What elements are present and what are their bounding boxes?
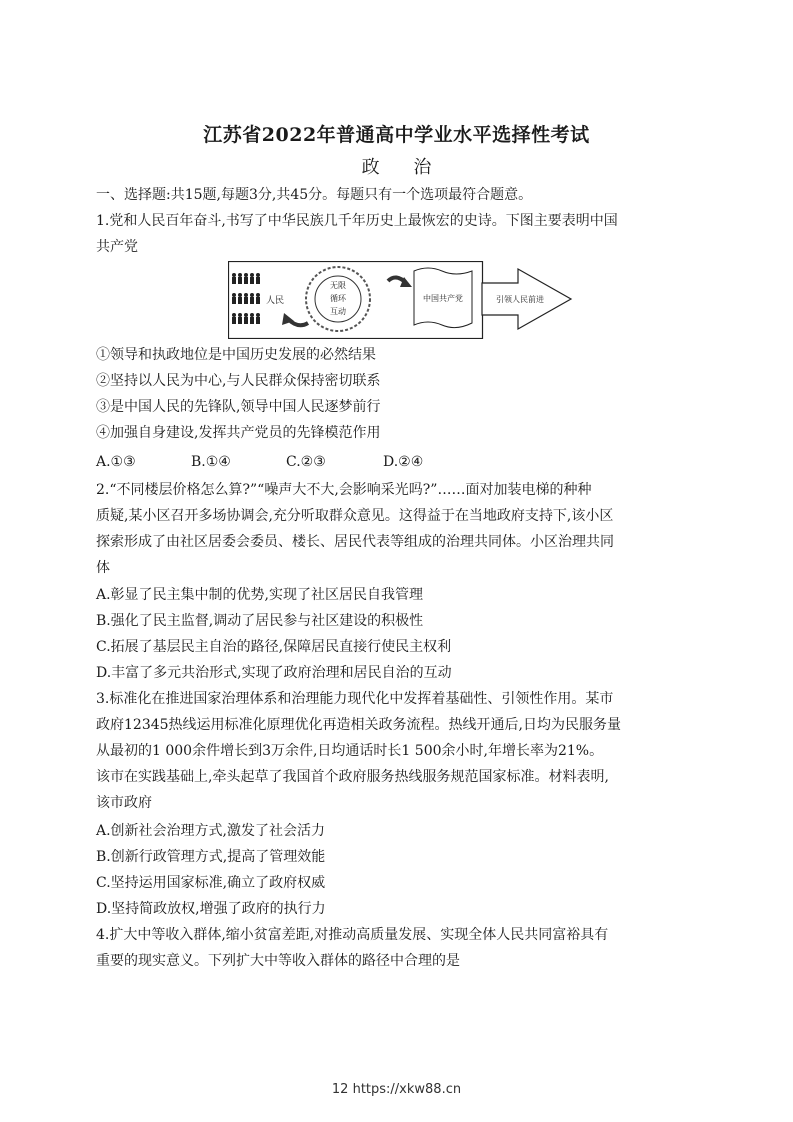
q3-option-b: B.创新行政管理方式,提高了管理效能 — [96, 849, 326, 865]
lead-arrow-label: 引领人民前进 — [496, 295, 544, 304]
q3-stem-line-2: 政府12345热线运用标准化原理优化再造相关政务流程。热线开通后,日均为民服务量 — [96, 717, 621, 733]
q2-stem-line-2: 质疑,某小区召开多场协调会,充分听取群众意见。这得益于在当地政府支持下,该小区 — [96, 508, 614, 524]
q3-stem-line-3: 从最初的1 000余件增长到3万余件,日均通话时长1 500余小时,年增长率为21%。 — [96, 743, 604, 759]
q1-option-b: B.①④ — [191, 454, 231, 470]
cycle-label-1: 无限 — [330, 281, 346, 290]
q2-stem-line-3: 探索形成了由社区居委会委员、楼长、居民代表等组成的治理共同体。小区治理共同 — [96, 534, 614, 550]
q3-option-a: A.创新社会治理方式,激发了社会活力 — [96, 823, 326, 839]
cycle-label-3: 互动 — [330, 307, 346, 316]
q2-option-a: A.彰显了民主集中制的优势,实现了社区居民自我管理 — [96, 587, 424, 603]
exam-title: 江苏省2022年普通高中学业水平选择性考试 — [203, 124, 590, 146]
q3-stem-line-4: 该市在实践基础上,牵头起草了我国首个政府服务热线服务规范国家标准。材料表明, — [96, 769, 609, 785]
q2-stem-line-4: 体 — [96, 560, 110, 576]
q1-statement-2: ②坚持以人民为中心,与人民群众保持密切联系 — [96, 373, 381, 389]
section-intro: 一、选择题:共15题,每题3分,共45分。每题只有一个选项最符合题意。 — [96, 187, 533, 203]
q1-statement-4: ④加强自身建设,发挥共产党员的先锋模范作用 — [96, 425, 381, 441]
cycle-label-2: 循环 — [330, 294, 346, 303]
page-footer: 12 https://xkw88.cn — [331, 1082, 462, 1097]
q2-option-d: D.丰富了多元共治形式,实现了政府治理和居民自治的互动 — [96, 665, 452, 681]
q3-option-c: C.坚持运用国家标准,确立了政府权威 — [96, 875, 326, 891]
q1-options — [96, 449, 706, 475]
q2-stem-line-1: 2.“不同楼层价格怎么算?”“噪声大不大,会影响采光吗?”……面对加装电梯的种种 — [96, 482, 592, 498]
q1-option-a: A.①③ — [96, 454, 136, 470]
q4-stem-line-2: 重要的现实意义。下列扩大中等收入群体的路径中合理的是 — [96, 953, 460, 969]
party-label: 中国共产党 — [423, 294, 463, 303]
q1-option-c: C.②③ — [286, 454, 326, 470]
q3-option-d: D.坚持简政放权,增强了政府的执行力 — [96, 901, 326, 917]
q1-statement-3: ③是中国人民的先锋队,领导中国人民逐梦前行 — [96, 399, 381, 415]
q1-stem-line-1: 1.党和人民百年奋斗,书写了中华民族几千年历史上最恢宏的史诗。下图主要表明中国 — [96, 213, 618, 229]
exam-subject: 政 治 — [361, 157, 446, 178]
q1-diagram — [228, 261, 573, 339]
q1-stem-line-2: 共产党 — [96, 239, 138, 255]
q3-stem-line-1: 3.标准化在推进国家治理体系和治理能力现代化中发挥着基础性、引领性作用。某市 — [96, 691, 614, 707]
people-label: 人民 — [266, 296, 285, 306]
q4-stem-line-1: 4.扩大中等收入群体,缩小贫富差距,对推动高质量发展、实现全体人民共同富裕具有 — [96, 927, 609, 943]
q1-statement-1: ①领导和执政地位是中国历史发展的必然结果 — [96, 347, 376, 363]
q1-option-d: D.②④ — [383, 454, 424, 470]
q2-option-b: B.强化了民主监督,调动了居民参与社区建设的积极性 — [96, 613, 424, 629]
q3-stem-line-5: 该市政府 — [96, 795, 152, 811]
q2-option-c: C.拓展了基层民主自治的路径,保障居民直接行使民主权利 — [96, 639, 452, 655]
